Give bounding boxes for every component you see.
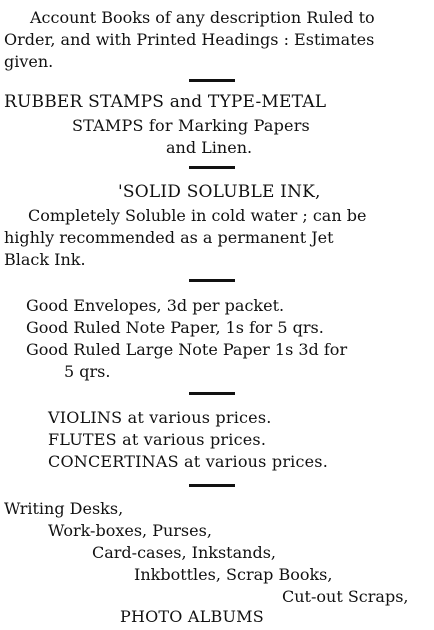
- ink-line-3: Black Ink.: [4, 250, 86, 269]
- ink-line-2: highly recommended as a permanent Jet: [4, 228, 334, 247]
- sundries-line-1: Writing Desks,: [4, 499, 124, 518]
- paper-line-2: Good Ruled Note Paper, 1s for 5 qrs.: [26, 318, 324, 337]
- ink-line-1: Completely Soluble in cold water ; can be: [28, 206, 367, 225]
- section-divider: [189, 166, 235, 169]
- account-books-line-3: given.: [4, 52, 54, 71]
- ink-heading: 'SOLID SOLUBLE INK,: [118, 182, 321, 202]
- instruments-line-1: VIOLINS at various prices.: [48, 408, 272, 427]
- rubber-stamps-line-1: RUBBER STAMPS and TYPE-METAL: [4, 92, 327, 112]
- rubber-stamps-line-3: and Linen.: [166, 138, 253, 157]
- section-divider: [189, 279, 235, 282]
- paper-line-4: 5 qrs.: [64, 362, 111, 381]
- account-books-line-1: Account Books of any description Ruled to: [30, 8, 375, 27]
- sundries-line-4: Inkbottles, Scrap Books,: [134, 565, 333, 584]
- sundries-line-2: Work-boxes, Purses,: [48, 521, 212, 540]
- sundries-line-6: PHOTO ALBUMS: [120, 607, 264, 626]
- paper-line-1: Good Envelopes, 3d per packet.: [26, 296, 285, 315]
- section-divider: [189, 392, 235, 395]
- account-books-line-2: Order, and with Printed Headings : Estimates: [4, 30, 375, 49]
- rubber-stamps-line-2: STAMPS for Marking Papers: [72, 116, 310, 135]
- sundries-line-5: Cut-out Scraps,: [282, 587, 409, 606]
- sundries-line-3: Card-cases, Inkstands,: [92, 543, 276, 562]
- instruments-line-3: CONCERTINAS at various prices.: [48, 452, 329, 471]
- section-divider: [189, 79, 235, 82]
- paper-line-3: Good Ruled Large Note Paper 1s 3d for: [26, 340, 348, 359]
- instruments-line-2: FLUTES at various prices.: [48, 430, 267, 449]
- section-divider: [189, 484, 235, 487]
